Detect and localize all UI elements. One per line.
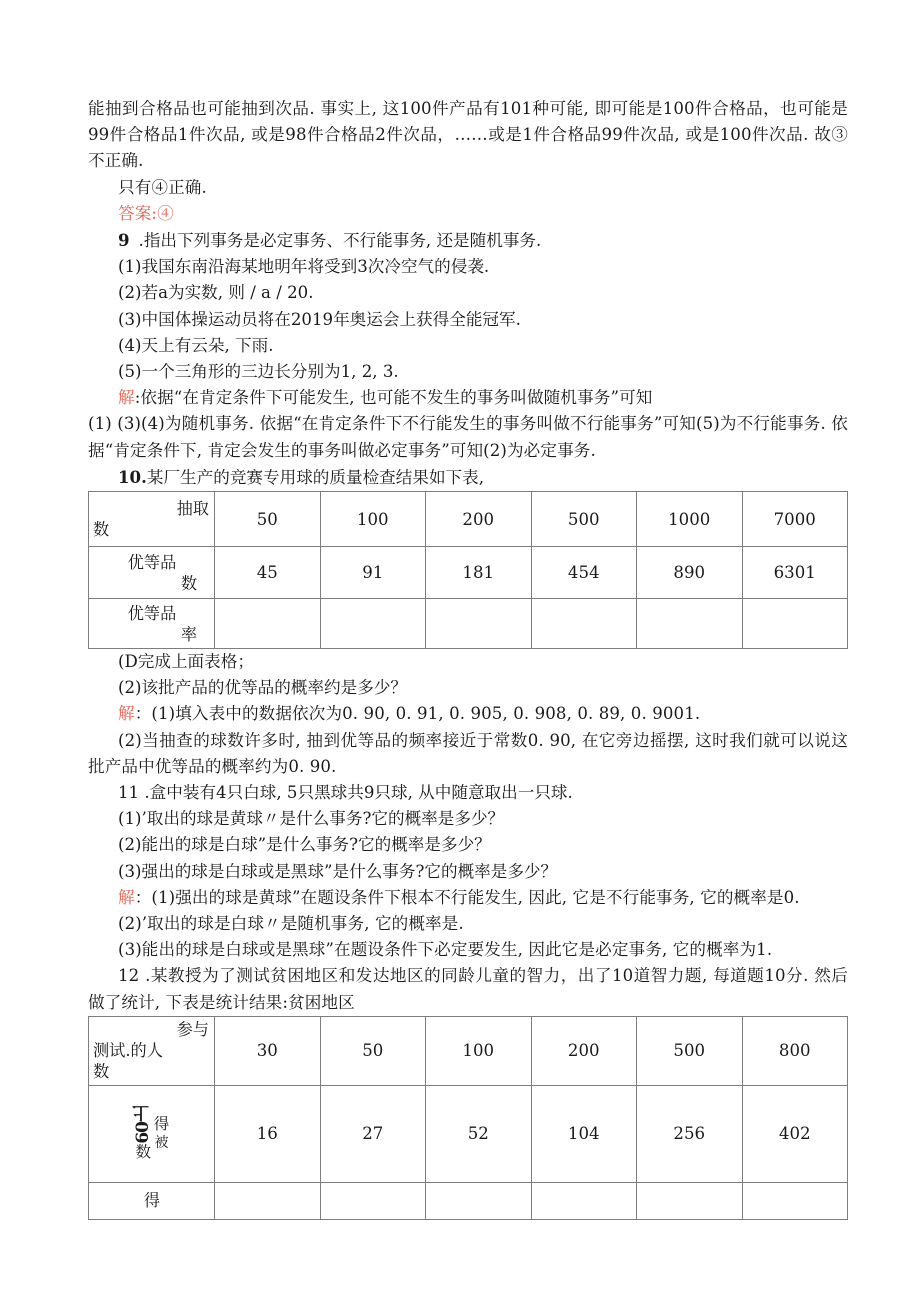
table-cell: 500 xyxy=(531,492,637,547)
table-cell: 7000 xyxy=(742,492,848,547)
row-header-rotated-group xyxy=(132,1105,153,1163)
table-cell: 200 xyxy=(531,1016,637,1085)
solution-marker-icon: 解 xyxy=(118,388,135,408)
row-header-line-3: 数 xyxy=(93,1062,110,1082)
table-cell: 200 xyxy=(426,492,532,547)
row-header-below-1: 数 xyxy=(135,1143,151,1162)
row-header-line-1: 得 xyxy=(143,1191,161,1211)
table-cell xyxy=(531,599,637,649)
table-cell: 256 xyxy=(637,1085,743,1182)
question-9-solution-line-2: (1) (3)(4)为随机事务. 依据“在肯定条件下不行能发生的事务叫做不行能事务”可知(5)为不行能事务. 依据“肯定条件下, 肯定会发生的事务叫做必定事务”可知(2)为必定事务. xyxy=(88,414,848,460)
question-10-solution-line-1 xyxy=(88,701,848,727)
row-header-premium-rate xyxy=(89,599,215,649)
solution-marker-icon: 解 xyxy=(118,704,135,724)
table-cell: 27 xyxy=(320,1085,426,1182)
page-content-column xyxy=(88,96,848,1220)
row-header-participant-count xyxy=(89,1016,215,1085)
table-cell: 500 xyxy=(637,1016,743,1085)
question-11-item-2: (2)能出的球是白球”是什么事务?它的概率是多少？ xyxy=(118,835,491,855)
row-header-line-1: 抽取 xyxy=(176,499,209,519)
table-cell xyxy=(320,1182,426,1219)
table-cell: 800 xyxy=(742,1016,848,1085)
table-row xyxy=(89,599,848,649)
row-header-sample-count xyxy=(89,492,215,547)
question-10-solution-text-1: ：(1)填入表中的数据依次为0. 90, 0. 91, 0. 905, 0. 908, 0. 89, 0. 9001. xyxy=(134,704,701,724)
table-cell xyxy=(637,599,743,649)
question-10-heading xyxy=(88,464,848,491)
question-9-heading xyxy=(88,227,848,254)
table-cell xyxy=(531,1182,637,1219)
table-cell: 100 xyxy=(320,492,426,547)
question-11-heading xyxy=(88,780,848,806)
table-row xyxy=(89,1182,848,1219)
row-header-line-1: 优等品 xyxy=(127,552,177,572)
row-header-score-above-60 xyxy=(89,1085,215,1182)
row-header-side-1: 得 xyxy=(153,1114,170,1133)
table-cell: 1000 xyxy=(637,492,743,547)
table-cell xyxy=(426,599,532,649)
table-cell: 454 xyxy=(531,547,637,599)
question-9-number: 9 xyxy=(118,230,130,251)
table-row xyxy=(89,492,848,547)
table-row xyxy=(89,1016,848,1085)
answer-label: 答案:④ xyxy=(118,203,174,223)
question-10-item-1: (D完成上面表格； xyxy=(118,652,254,672)
table-cell: 50 xyxy=(215,492,321,547)
question-10-solution-line-2: (2)当抽查的球数许多时, 抽到优等品的频率接近于常数0. 90, 在它旁边摇摆, 这时我们就可以说这批产品中优等品的概率约为0. 90. xyxy=(88,730,848,776)
question-9-item-2: (2)若a为实数, 则 / a / 20. xyxy=(118,283,314,303)
question-9-solution-line-1 xyxy=(88,385,848,411)
row-header-line-2: 数 xyxy=(93,520,110,540)
question-10-item-2: (2)该批产品的优等品的概率约是多少？ xyxy=(118,678,408,698)
row-header-stack xyxy=(93,1088,211,1180)
row-header-side-group xyxy=(154,1115,170,1153)
table-row xyxy=(89,547,848,599)
row-header-line-2: 测试.的人 xyxy=(93,1041,163,1061)
question-12-number: 12 xyxy=(118,966,140,986)
table-cell xyxy=(637,1182,743,1219)
iq-test-poor-region-table xyxy=(88,1016,848,1220)
row-header-rotated-value: 60上 xyxy=(132,1105,153,1144)
row-header-score-rate xyxy=(89,1182,215,1219)
question-11-item-1: (1)’取出的球是黄球〃是什么事务?它的概率是多少？ xyxy=(118,809,505,829)
row-header-side-2: 被 xyxy=(154,1134,169,1151)
question-11-stem: .盒中装有4只白球, 5只黑球共9只球, 从中随意取出一只球. xyxy=(139,783,573,803)
question-10-number: 10. xyxy=(118,466,147,487)
table-cell xyxy=(320,599,426,649)
question-10-stem: 某厂生产的竞赛专用球的质量检查结果如下表, xyxy=(146,467,485,487)
question-11-solution-line-2: (2)’取出的球是白球〃是随机事务, 它的概率是. xyxy=(118,914,464,934)
table-cell: 91 xyxy=(320,547,426,599)
table-cell: 16 xyxy=(215,1085,321,1182)
question-11-item-3: (3)强出的球是白球或是黑球”是什么事务?它的概率是多少？ xyxy=(118,861,558,881)
row-header-line-2: 数 xyxy=(180,573,197,593)
table-cell: 100 xyxy=(426,1016,532,1085)
question-9-item-1: (1)我国东南沿海某地明年将受到3次冷空气的侵袭. xyxy=(118,257,490,277)
question-12-heading xyxy=(88,963,848,1015)
intro-line-2: 只有④正确. xyxy=(118,177,207,197)
table-cell: 50 xyxy=(320,1016,426,1085)
row-header-premium-count xyxy=(89,547,215,599)
table-cell: 104 xyxy=(531,1085,637,1182)
table-cell xyxy=(215,599,321,649)
question-11-solution-line-3: (3)能出的球是白球或是黑球”在题设条件下必定要发生, 因此它是必定事务, 它的概率为1. xyxy=(118,940,773,960)
table-cell: 181 xyxy=(426,547,532,599)
question-9-item-4: (4)天上有云朵, 下雨. xyxy=(118,335,274,355)
row-header-line-1: 参与 xyxy=(176,1020,209,1040)
question-10-table-wrapper xyxy=(88,491,848,649)
quality-check-table xyxy=(88,491,848,649)
solution-marker-icon: 解 xyxy=(118,887,135,907)
question-12-stem: .某教授为了测试贫困地区和发达地区的同龄儿童的智力，出了10道智力题, 每道题10分. 然后做了统计, 下表是统计结果:贫困地区 xyxy=(88,966,848,1012)
table-cell xyxy=(742,599,848,649)
table-cell: 402 xyxy=(742,1085,848,1182)
row-header-line-2: 率 xyxy=(180,624,197,644)
question-11-solution-text-1: ：(1)强出的球是黄球”在题设条件下根本不行能发生, 因此, 它是不行能事务, 它的概率是0. xyxy=(134,887,800,907)
table-cell xyxy=(426,1182,532,1219)
question-11-solution-line-1 xyxy=(88,885,848,911)
question-9-solution-text-1: :依据“在肯定条件下可能发生, 也可能不发生的事务叫做随机事务”可知 xyxy=(134,388,653,408)
question-9-item-3: (3)中国体操运动员将在2019年奥运会上获得全能冠军. xyxy=(118,309,521,329)
intro-paragraph: 能抽到合格品也可能抽到次品. 事实上, 这100件产品有101种可能, 即可能是100件合格品，也可能是99件合格品1件次品, 或是98件合格品2件次品，……或是1件合格品99件次品, 或是100件次品. 故③不正确. xyxy=(88,99,848,171)
question-11-number: 11 xyxy=(118,783,140,803)
table-cell: 45 xyxy=(215,547,321,599)
question-9-stem: .指出下列事务是必定事务、不行能事务, 还是随机事务. xyxy=(138,231,542,251)
table-cell xyxy=(742,1182,848,1219)
table-row xyxy=(89,1085,848,1182)
row-header-line-1: 优等品 xyxy=(127,603,177,623)
table-cell: 52 xyxy=(426,1085,532,1182)
question-9-item-5: (5)一个三角形的三边长分别为1, 2, 3. xyxy=(118,362,399,382)
table-cell: 890 xyxy=(637,547,743,599)
table-cell: 6301 xyxy=(742,547,848,599)
table-cell xyxy=(215,1182,321,1219)
table-cell: 30 xyxy=(215,1016,321,1085)
question-12-table-wrapper xyxy=(88,1016,848,1220)
